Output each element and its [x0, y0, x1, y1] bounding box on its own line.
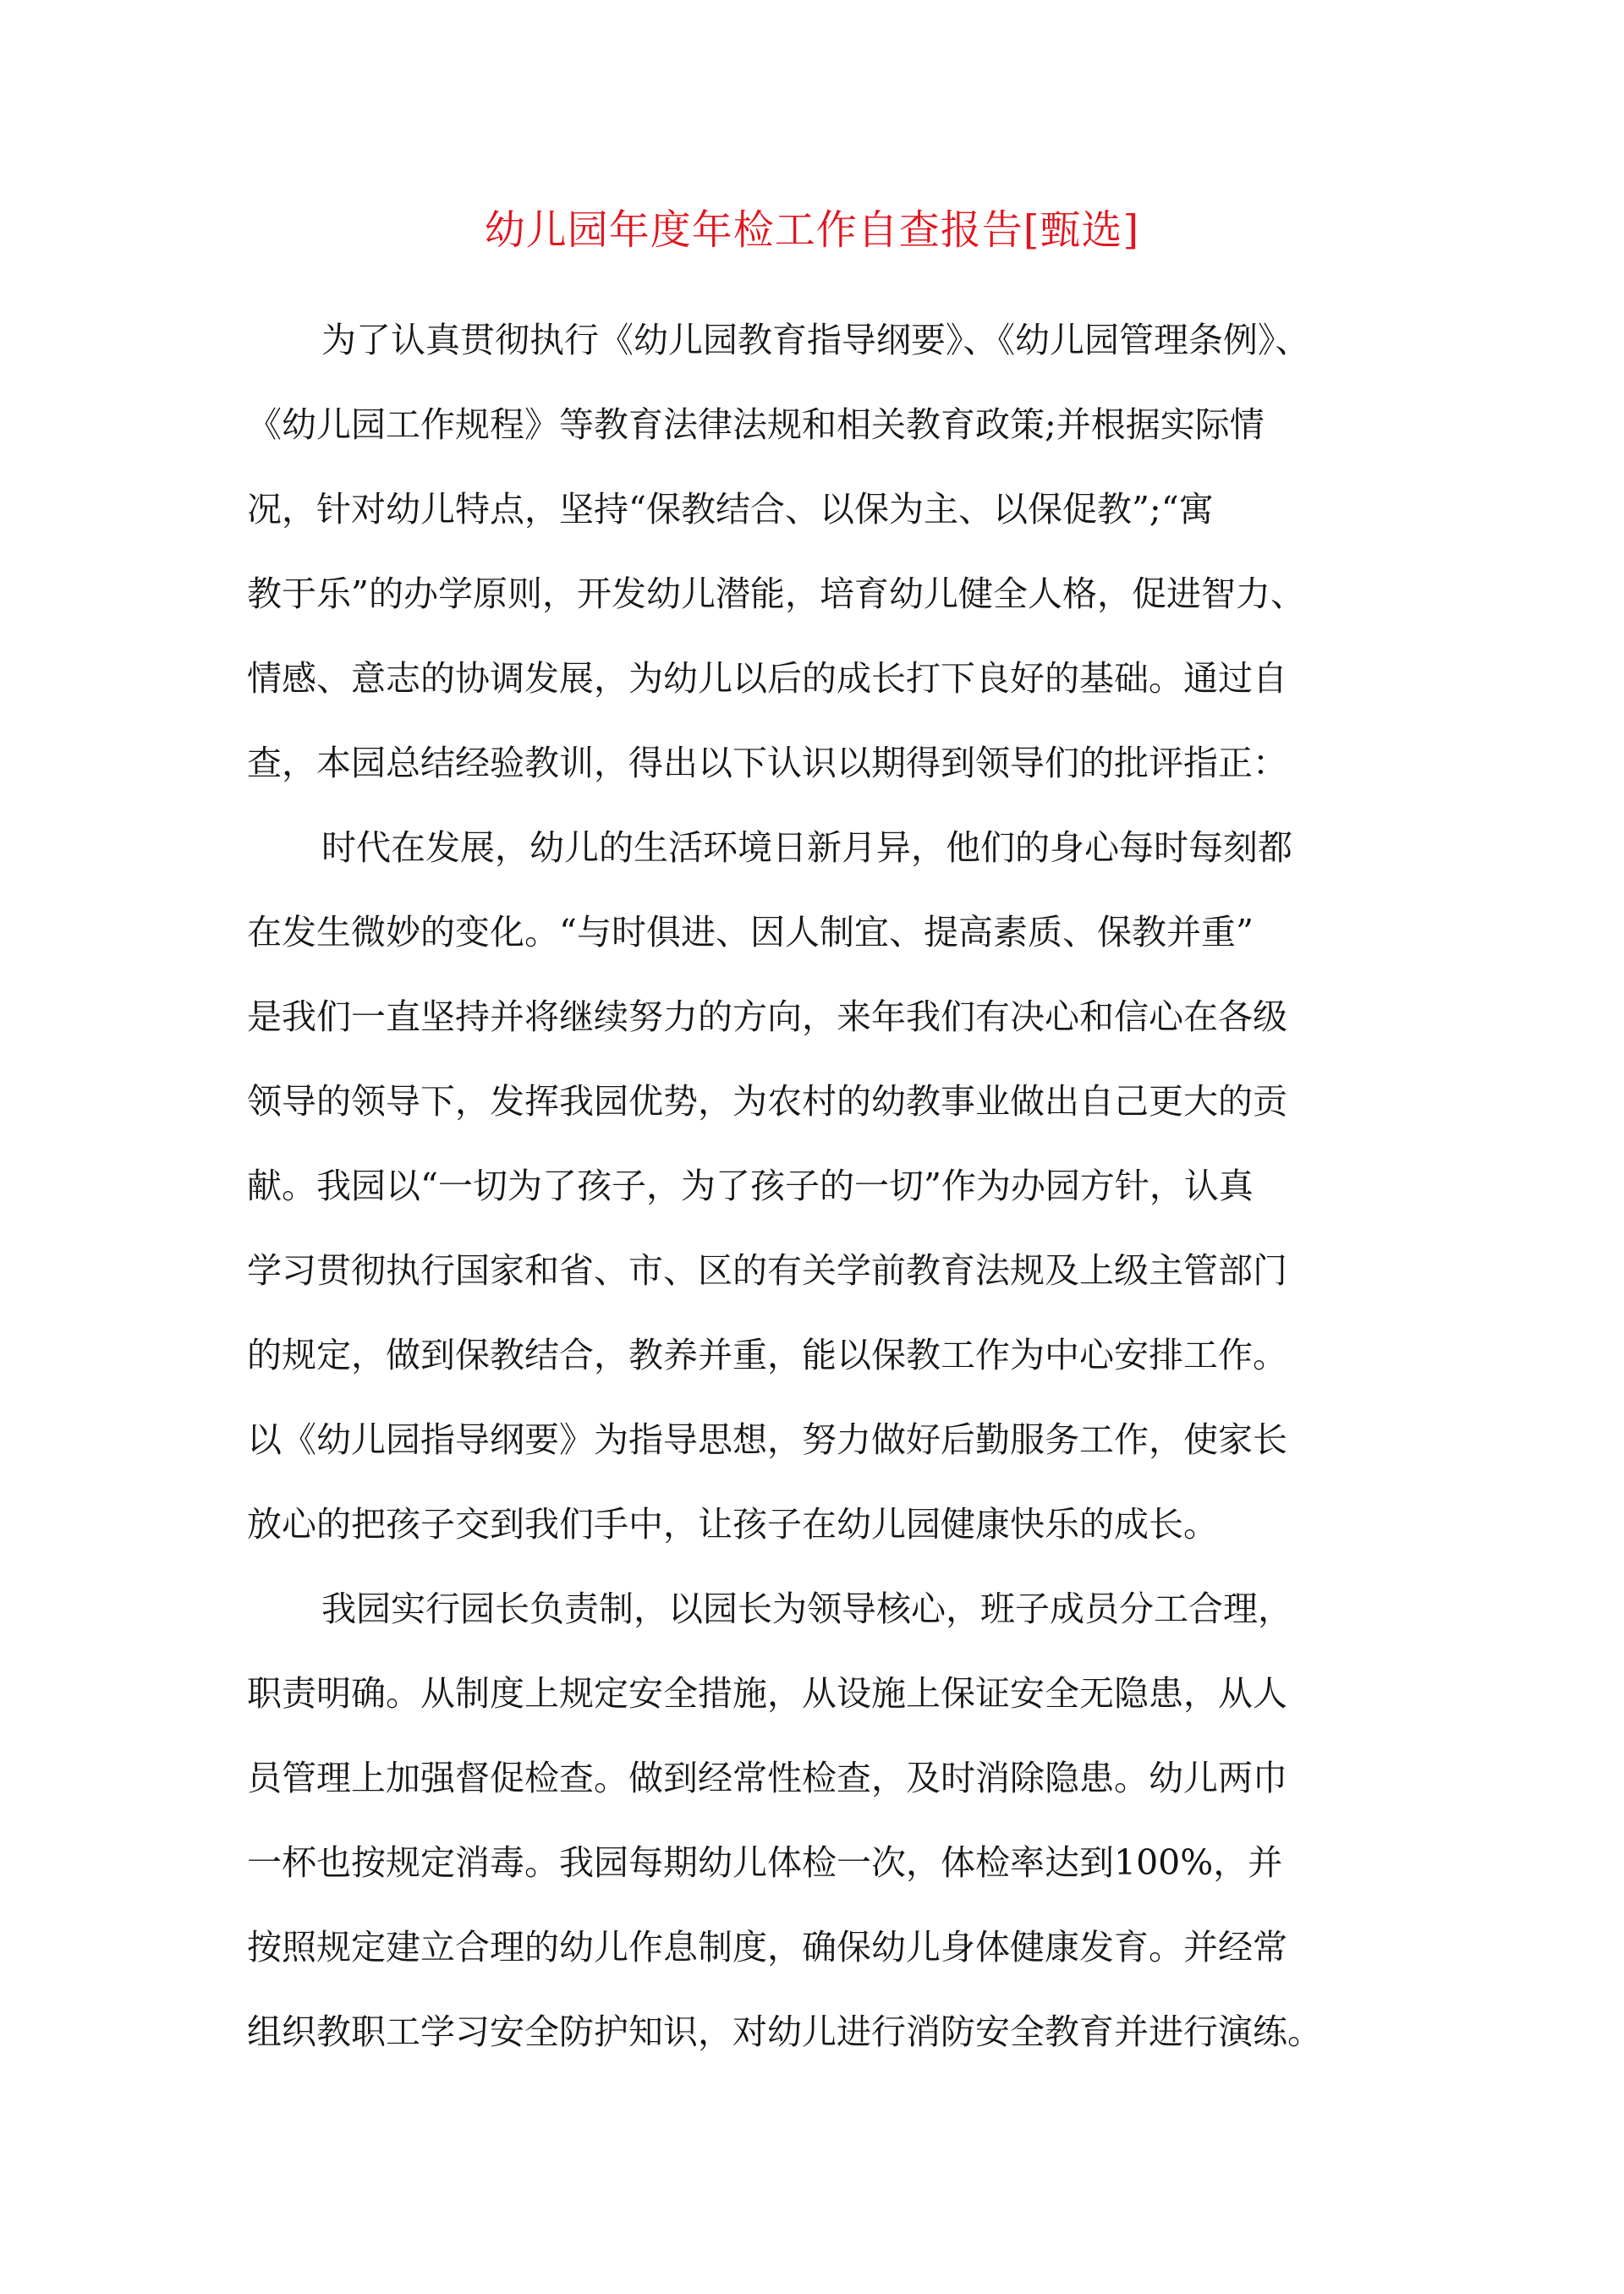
text-line: 学习贯彻执行国家和省、市、区的有关学前教育法规及上级主管部门 — [247, 1250, 1287, 1291]
text-line: 查，本园总结经验教训，得出以下认识以期得到领导们的批评指正： — [247, 743, 1287, 783]
document-title: 幼儿园年度年检工作自查报告[甄选] — [484, 206, 1140, 254]
text-line: 以《幼儿园指导纲要》为指导思想，努力做好后勤服务工作，使家长 — [247, 1419, 1287, 1460]
text-line: 情感、意志的协调发展，为幼儿以后的成长打下良好的基础。通过自 — [247, 658, 1287, 699]
text-line: 我园实行园长负责制，以园长为领导核心，班子成员分工合理， — [321, 1589, 1292, 1629]
paragraph — [247, 1567, 1397, 2074]
text-line: 职责明确。从制度上规定安全措施，从设施上保证安全无隐患，从人 — [247, 1673, 1287, 1714]
text-line: 按照规定建立合理的幼儿作息制度，确保幼儿身体健康发育。并经常 — [247, 1927, 1287, 1967]
paragraph — [247, 805, 1397, 1567]
text-line: 员管理上加强督促检查。做到经常性检查，及时消除隐患。幼儿两巾 — [247, 1758, 1287, 1798]
document-body — [247, 298, 1397, 2074]
text-line: 的规定，做到保教结合，教养并重，能以保教工作为中心安排工作。 — [247, 1335, 1287, 1375]
text-line: 时代在发展，幼儿的生活环境日新月异，他们的身心每时每刻都 — [321, 827, 1292, 868]
text-line: 组织教职工学习安全防护知识，对幼儿进行消防安全教育并进行演练。 — [247, 2011, 1322, 2052]
text-line: 献。我园以“一切为了孩子，为了孩子的一切”作为办园方针，认真 — [247, 1166, 1254, 1206]
text-line: 一杯也按规定消毒。我园每期幼儿体检一次，体检率达到100%，并 — [247, 1842, 1283, 1883]
text-line: 放心的把孩子交到我们手中，让孩子在幼儿园健康快乐的成长。 — [247, 1504, 1218, 1545]
text-line: 《幼儿园工作规程》等教育法律法规和相关教育政策;并根据实际情 — [247, 404, 1265, 445]
paragraph — [247, 298, 1397, 805]
text-line: 为了认真贯彻执行《幼儿园教育指导纲要》、《幼儿园管理条例》、 — [321, 320, 1310, 360]
text-line: 在发生微妙的变化。“与时俱进、因人制宜、提高素质、保教并重” — [247, 912, 1254, 952]
text-line: 领导的领导下，发挥我园优势，为农村的幼教事业做出自己更大的贡 — [247, 1081, 1287, 1122]
text-line: 况，针对幼儿特点，坚持“保教结合、以保为主、以保促教”;“寓 — [247, 489, 1214, 530]
text-line: 是我们一直坚持并将继续努力的方向，来年我们有决心和信心在各级 — [247, 996, 1287, 1037]
text-line: 教于乐”的办学原则，开发幼儿潜能，培育幼儿健全人格，促进智力、 — [247, 574, 1305, 614]
